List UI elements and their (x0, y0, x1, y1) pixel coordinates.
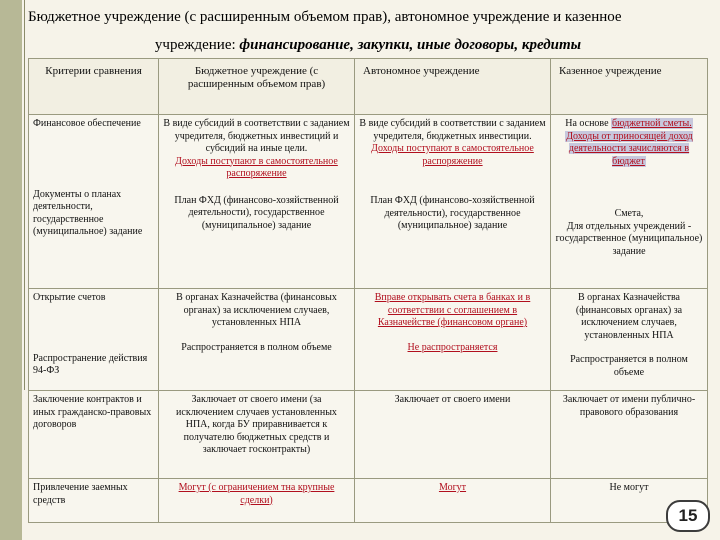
title-line-2-prefix: учреждение: (154, 37, 236, 53)
row1-autonomous-cell (355, 115, 551, 289)
row2-criteria-cell (29, 289, 159, 391)
left-decor-strip (0, 0, 22, 540)
row4-autonomous-red: Могут (438, 482, 467, 493)
header-state: Казенное учреждение (551, 59, 708, 115)
row2-autonomous-b-red: Не распространяется (407, 341, 498, 353)
row1-autonomous-a: В виде субсидий в соответствии с заданием учредителя, бюджетных инвестиции. (359, 118, 546, 142)
slide-title (28, 6, 708, 56)
row1-state-cell (551, 115, 708, 289)
row1-criteria-cell (29, 115, 159, 289)
row1-state-b2: Для отдельных учреждений - государственное (муниципальное) задание (555, 220, 703, 257)
row2-budget-b: Распространяется в полном объеме (181, 341, 332, 353)
left-decor-rule (24, 0, 25, 390)
row2-state-a: В органах Казначейства (финансовых органах) за исключением случаев, установленных НПА (575, 292, 683, 341)
row1-budget-b: План ФХД (финансово-хозяйственной деятельности), государственное (муниципальное) задание (174, 194, 339, 231)
row1-state-a-prefix: На основе (565, 118, 609, 129)
row1-state-a-red1: бюджетной сметы. (612, 118, 692, 129)
table-row (29, 289, 708, 391)
row4-autonomous-cell (355, 479, 551, 523)
row2-budget-cell (159, 289, 355, 391)
row3-criteria-cell: Заключение контрактов и иных гражданско-правовых договоров (29, 391, 159, 479)
row3-state-cell: Заключает от имени публично-правового образования (551, 391, 708, 479)
row2-budget-a: В органах Казначейства (финансовых органах) за исключением случаев, установленных НПА (176, 292, 337, 328)
table-row (29, 115, 708, 289)
row3-budget-cell: Заключает от своего имени (за исключением случаев установленных НПА, когда БУ приравнивается к получателю бюджетных средств и заключает госконтракты) (159, 391, 355, 479)
row2-autonomous-a-red: Вправе открывать счета в банках и в соответствии с соглашением в Казначействе (финансовом органе) (374, 292, 531, 328)
title-line-2-emphasis: финансирование, закупки, иные договоры, кредиты (239, 37, 582, 53)
row2-autonomous-cell (355, 289, 551, 391)
table-row (29, 479, 708, 523)
row1-budget-cell (159, 115, 355, 289)
row4-budget-red: Могут (с ограничением тна крупные сделки) (178, 482, 335, 506)
row1-autonomous-b: План ФХД (финансово-хозяйственной деятельности), государственное (муниципальное) задание (370, 195, 535, 231)
table-row (29, 391, 708, 479)
row1-budget-a-red: Доходы поступают в самостоятельное распоряжение (175, 155, 338, 179)
row4-state-cell: Не могут (551, 479, 708, 523)
header-budget: Бюджетное учреждение (с расширенным объемом прав) (159, 59, 355, 115)
table-header-row (29, 59, 708, 115)
row2-criteria-a: Открытие счетов (33, 292, 106, 303)
page-number-badge: 15 (666, 500, 710, 532)
row1-autonomous-a-red: Доходы поступают в самостоятельное распоряжение (371, 143, 534, 167)
row2-state-b: Распространяется в полном объеме (570, 354, 688, 378)
header-criteria: Критерии сравнения (29, 59, 159, 115)
header-autonomous: Автономное учреждение (355, 59, 551, 115)
row4-budget-cell (159, 479, 355, 523)
title-line-2 (28, 34, 708, 56)
row1-state-a-red2: Доходы от приносящей доход деятельности зачисляются в бюджет (566, 130, 693, 167)
row1-criteria-b: Документы о планах деятельности, государственное (муниципальное) задание (33, 188, 143, 237)
row4-criteria-cell: Привлечение заемных средств (29, 479, 159, 523)
row1-budget-a: В виде субсидий в соответствии с заданием учредителя, бюджетных инвестиций и субсидий на иные цели. (163, 118, 350, 154)
title-line-1: Бюджетное учреждение (с расширенным объемом прав), автономное учреждение и казенное (28, 9, 622, 25)
row1-state-b1: Смета, (614, 208, 644, 219)
row1-criteria-a: Финансовое обеспечение (33, 118, 141, 129)
comparison-table (28, 58, 708, 523)
row1-state-a (555, 118, 703, 168)
row2-state-cell (551, 289, 708, 391)
row2-criteria-b: Распространение действия 94-ФЗ (33, 352, 148, 376)
row3-autonomous-cell: Заключает от своего имени (355, 391, 551, 479)
comparison-table-wrap (28, 58, 707, 523)
